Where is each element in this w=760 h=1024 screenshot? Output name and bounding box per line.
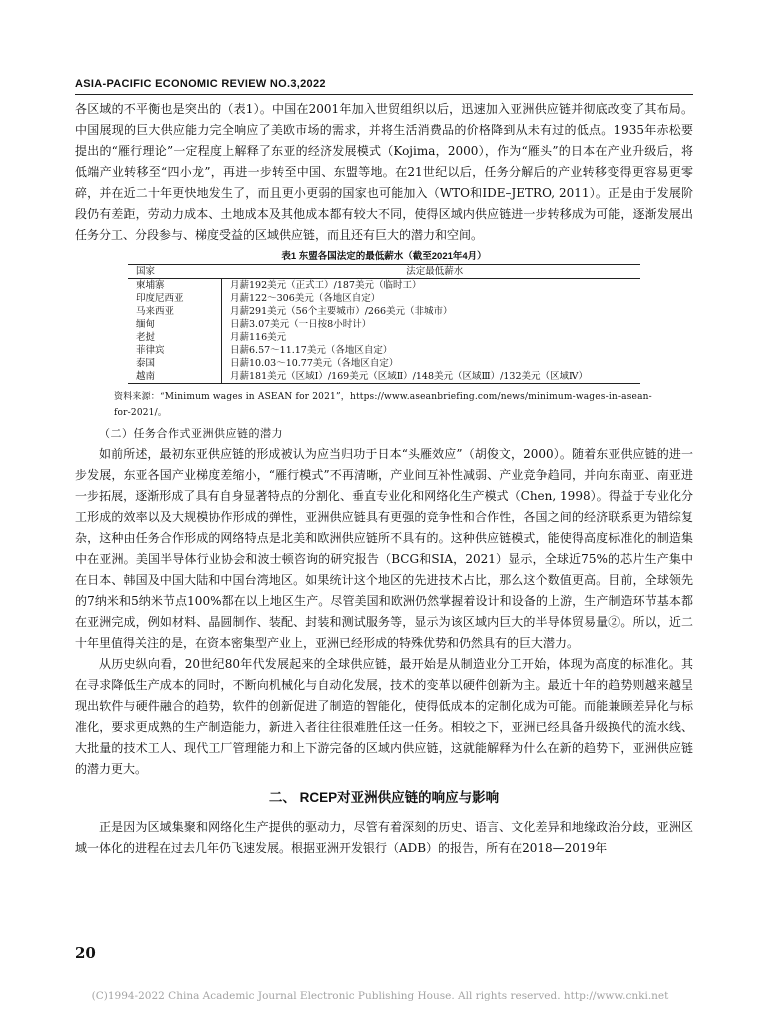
cell-country: 老挝: [128, 331, 222, 344]
header-rule: [75, 94, 693, 95]
cell-country: 菲律宾: [128, 344, 222, 357]
table-row: [128, 279, 640, 293]
cell-wage: 月薪181美元（区域Ⅰ）/169美元（区域Ⅱ）/148美元（区域Ⅲ）/132美元（区域Ⅳ）: [222, 370, 641, 384]
copyright-notice: (C)1994-2022 China Academic Journal Electronic Publishing House. All rights reserved. http://www.cnki.net: [91, 990, 669, 1002]
running-head: ASIA-PACIFIC ECONOMIC REVIEW NO.3,2022: [75, 78, 326, 90]
paragraph-1: 各区域的不平衡也是突出的（表1）。中国在2001年加入世贸组织以后，迅速加入亚洲供应链并彻底改变了其布局。中国展现的巨大供应能力完全响应了美欧市场的需求，并将生活消费品的价格降到从未有过的低点。1935年赤松要提出的“雁行理论”一定程度上解释了东亚的经济发展模式（Kojima，2000），作为“雁头”的日本在产业升级后，将低端产业转移至“四小龙”，再进一步转至中国、东盟等地。在21世纪以后，任务分解后的产业转移变得更容易更零碎，并在近二十年更快地发生了，而且更小更弱的国家也可能加入（WTO和IDE–JETRO, 2011）。正是由于发展阶段仍有差距，劳动力成本、土地成本及其他成本都有较大不同，使得区域内供应链进一步转移成为可能，逐渐发展出任务分工、分段参与、梯度受益的区域供应链，而且还有巨大的潜力和空间。: [75, 102, 693, 242]
paragraph-4: 正是因为区域集聚和网络化生产提供的驱动力，尽管有着深刻的历史、语言、文化差异和地缘政治分歧，亚洲区域一体化的进程在过去几年仍飞速发展。根据亚洲开发银行（ADB）的报告，所有在2018—2019年: [75, 820, 693, 855]
wage-table: [128, 264, 640, 384]
table-title: 表1 东盟各国法定的最低薪水（截至2021年4月）: [281, 251, 487, 262]
cell-wage: 月薪291美元（56个主要城市）/266美元（非城市）: [230, 306, 453, 317]
cell-country: 泰国: [128, 357, 222, 370]
table-source-note: 资料来源：“Minimum wages in ASEAN for 2021”，https://www.aseanbriefing.com/news/minimum-wages-in-asean-for-2021/。: [114, 392, 652, 418]
header-min-wage: 法定最低薪水: [222, 265, 641, 279]
section-heading: 二、 RCEP对亚洲供应链的响应与影响: [268, 790, 500, 805]
table-row: [128, 344, 640, 357]
cell-country: 缅甸: [128, 318, 222, 331]
cell-country: 越南: [128, 370, 222, 384]
paragraph-2: 如前所述，最初东亚供应链的形成被认为应当归功于日本“头雁效应”（胡俊文，2000）。随着东亚供应链的进一步发展，东亚各国产业梯度差缩小，“雁行模式”不再清晰，产业间互补性减弱、产业竞争趋同，并向东南亚、南亚进一步拓展，逐渐形成了具有自身显著特点的分割化、垂直专业化和网络化生产模式（Chen, 1998）。得益于专业化分工形成的效率以及大规模协作形成的弹性，亚洲供应链具有更强的竞争性和合作性，各国之间的经济联系更为错综复杂，这种由任务合作形成的网络特点是北美和欧洲供应链所不具有的。这种供应链模式，能使得高度标准化的制造集中在亚洲。美国半导体行业协会和波士顿咨询的研究报告（BCG和SIA，2021）显示，全球近75%的芯片生产集中在日本、韩国及中国大陆和中国台湾地区。如果统计这个地区的先进技术占比，那么这个数值更高。目前，全球领先的7纳米和5纳米节点100%都在以上地区生产。尽管美国和欧洲仍然掌握着设计和设备的上游，生产制造环节基本都在亚洲完成，例如材料、晶圆制作、装配、封装和测试服务等，显示为该区域内巨大的半导体贸易量②。所以，近二十年里值得关注的是，在资本密集型产业上，亚洲已经形成的特殊优势和仍然具有的巨大潜力。: [75, 447, 693, 650]
cell-wage: 月薪116美元: [230, 332, 287, 343]
cell-wage: 月薪122～306美元（各地区自定）: [230, 293, 381, 304]
table-row: [128, 292, 640, 305]
page-number: 20: [75, 944, 96, 962]
cell-country: 柬埔寨: [128, 279, 222, 293]
table-row: [128, 331, 640, 344]
cell-country: 印度尼西亚: [128, 292, 222, 305]
subsection-heading: （二）任务合作式亚洲供应链的潜力: [99, 427, 283, 440]
table-header-row: [128, 265, 640, 279]
table-row: [128, 318, 640, 331]
header-country: 国家: [128, 265, 222, 279]
cell-country: 马来西亚: [128, 305, 222, 318]
article-body: [75, 99, 693, 859]
cell-wage: 日薪10.03～10.77美元（各地区自定）: [230, 358, 399, 369]
cell-wage: 日薪3.07美元（一日按8小时计）: [230, 319, 372, 330]
table-row: [128, 305, 640, 318]
cell-wage: 月薪192美元（正式工）/187美元（临时工）: [230, 280, 422, 291]
paragraph-3: 从历史纵向看，20世纪80年代发展起来的全球供应链，最开始是从制造业分工开始，体现为高度的标准化。其在寻求降低生产成本的同时，不断向机械化与自动化发展，技术的变革以硬件创新为主。最近十年的趋势则越来越呈现出软件与硬件融合的趋势，软件的创新促进了制造的智能化，使得低成本的定制化成为可能。而能兼顾差异化与标准化，要求更成熟的生产制造能力，新进入者往往很难胜任这一任务。相较之下，亚洲已经具备升级换代的流水线、大批量的技术工人、现代工厂管理能力和上下游完备的区域内供应链，这就能解释为什么在新的趋势下，亚洲供应链的潜力更大。: [75, 657, 693, 776]
table-row: [128, 370, 640, 384]
table-row: [128, 357, 640, 370]
cell-wage: 日薪6.57～11.17美元（各地区自定）: [230, 345, 393, 356]
